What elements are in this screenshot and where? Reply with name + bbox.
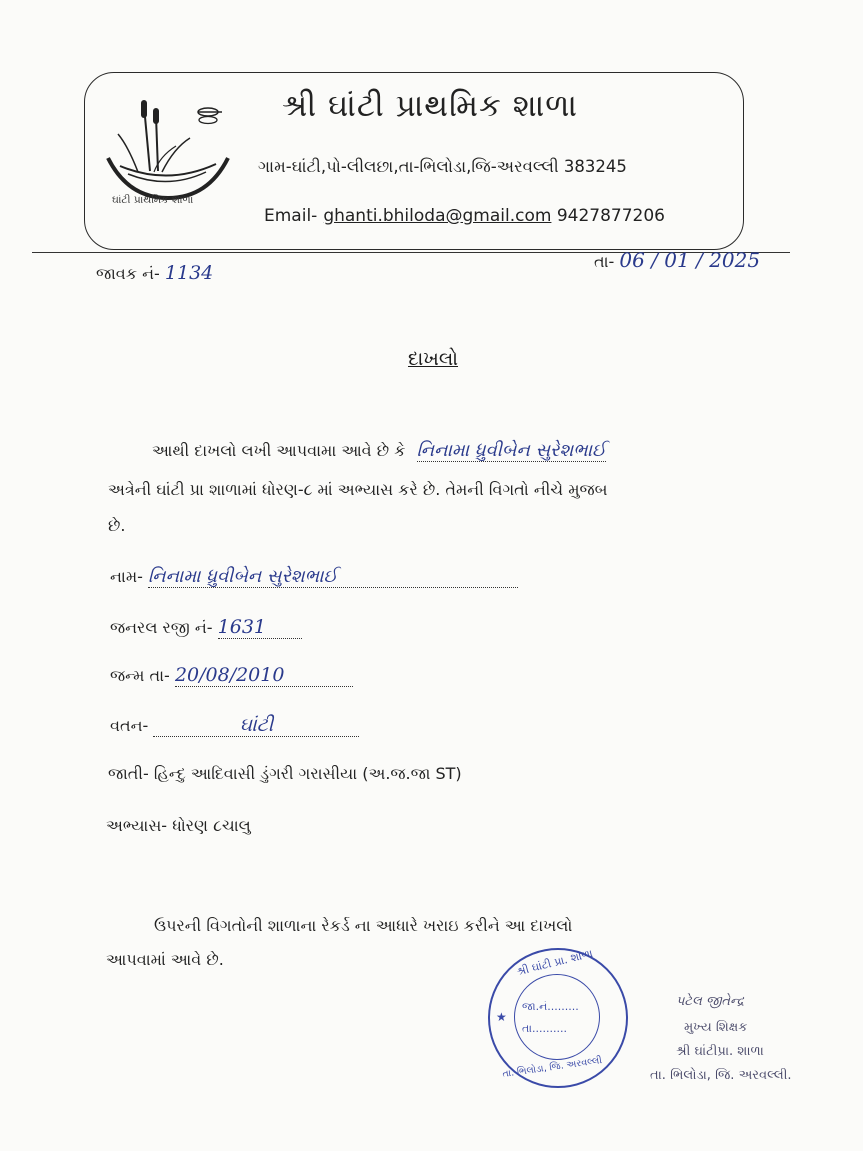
dob-label: જન્મ તા- [110,666,170,685]
field-study [106,816,251,836]
field-native [110,714,359,737]
email-label: Email- [264,206,318,226]
dob-value: 20/08/2010 [175,664,353,687]
caste-label: જાતી- [108,764,149,783]
signature-designation: મુખ્ય શિક્ષક [684,1020,748,1035]
signature-place: તા. ભિલોડા, જિ. અરવલ્લી. [650,1068,792,1083]
school-name: શ્રી ઘાંટી પ્રાથમિક શાળા [282,88,578,124]
stamp-bottom-text: તા. ભિલોડા, જિ. અરવલ્લી [501,1055,603,1080]
name-label: નામ- [110,567,143,586]
email-link[interactable]: ghanti.bhiloda@gmail.com [323,206,552,226]
document-title: દાખલો [408,348,459,370]
native-label: વતન- [110,716,149,735]
intro-line-3: છે. [108,516,126,535]
stamp-top-text: શ્રી ઘાંટી પ્રા. શાળા [515,946,595,979]
stamp-inner-ring [514,974,600,1060]
gr-value: 1631 [218,616,302,639]
native-value: ઘાંટી [153,714,359,737]
letter-date [594,248,760,272]
date-label: તા- [594,252,615,271]
date-value: 06 / 01 / 2025 [619,248,761,272]
outward-label: જાવક નં- [96,264,160,283]
name-value: નિનામા ધ્રુવીબેન સુરેશભાઈ [148,566,518,588]
field-birth-date [110,664,353,687]
caste-value: હિન્દુ આદિવાસી ડુંગરી ગરાસીયા (અ.જ.જા ST) [153,764,462,783]
school-address: ગામ-ઘાંટી,પો-લીલછા,તા-ભિલોડા,જિ-અરવલ્લી 383245 [258,157,627,176]
outward-number [96,262,213,284]
gr-label: જનરલ રજી નં- [110,618,213,637]
phone-number: 9427877206 [556,206,665,226]
study-label: અભ્યાસ- [106,816,168,835]
closing-line-1: ઉપરની વિગતોની શાળાના રેકર્ડ ના આધારે ખરાઇ કરીને આ દાખલો [154,916,573,935]
study-value: ધોરણ ૮ચાલુ [172,816,251,835]
contact-line [264,206,665,226]
intro-line-1 [152,440,606,462]
stamp-star-left: ★ [496,1010,507,1024]
outward-value: 1134 [164,262,214,284]
closing-line-2: આપવામાં આવે છે. [106,950,224,969]
intro-prefix: આથી દાખલો લખી આપવામા આવે છે કે [152,441,406,460]
school-stamp [488,948,628,1088]
intro-student-name: નિનામા ધ્રુવીબેન સુરેશભાઈ [416,440,606,461]
field-name [110,566,518,588]
field-gr-number [110,616,302,639]
stamp-date: તા.......... [522,1022,567,1035]
intro-line-2: અત્રેની ઘાંટી પ્રા શાળામાં ધોરણ-૮ માં અભ્યાસ કરે છે. તેમની વિગતો નીચે મુજબ [108,480,608,499]
stamp-jno: જા.નં......... [522,1000,579,1013]
signature-school: શ્રી ઘાંટીપ્રા. શાળા [676,1044,764,1059]
school-logo [98,86,238,206]
logo-caption: ઘાંટી પ્રાથમિક શાળા [112,194,194,206]
field-caste [108,764,462,784]
signature: પટેલ જીતેન્દ્ર [676,994,745,1009]
